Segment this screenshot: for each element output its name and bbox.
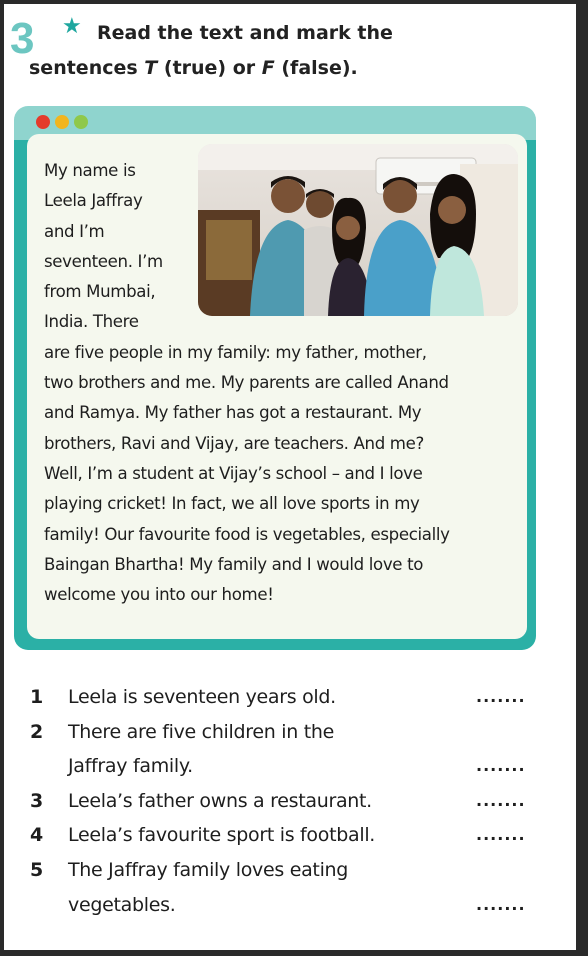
true-false-list: [30, 680, 530, 922]
answer-blank[interactable]: .......: [476, 894, 526, 914]
question-text: Jaffray family.: [68, 755, 193, 778]
letter-line: playing cricket! In fact, we all love sports in my: [44, 494, 420, 514]
letter-line: Leela Jaffray: [44, 191, 143, 211]
answer-blank[interactable]: .......: [476, 687, 526, 706]
question-number: 2: [30, 720, 44, 743]
exercise-instruction: [29, 16, 543, 86]
star-icon: ★: [62, 14, 82, 39]
letter-line: Well, I’m a student at Vijay’s school – and I love: [44, 463, 423, 483]
letter-line: and I’m: [44, 221, 105, 241]
instruction-line-1: Read the text and mark the: [97, 22, 393, 44]
letter-line: family! Our favourite food is vegetables, especially: [44, 524, 450, 544]
question-item: [30, 853, 530, 888]
question-number: 5: [30, 858, 44, 881]
question-text: Leela’s father owns a restaurant.: [68, 789, 372, 812]
answer-blank[interactable]: .......: [476, 756, 526, 776]
question-item: [30, 784, 530, 819]
close-dot-icon: [36, 115, 50, 129]
question-item-continued: [30, 749, 530, 784]
false-word: (false).: [274, 57, 358, 79]
question-number: 3: [30, 789, 44, 812]
question-item: [30, 680, 530, 715]
question-text: Leela’s favourite sport is football.: [68, 824, 376, 847]
question-item: [30, 818, 530, 853]
instruction-pre: sentences: [29, 57, 145, 79]
letter-line: from Mumbai,: [44, 282, 156, 302]
false-letter: F: [261, 57, 275, 79]
minimize-dot-icon: [55, 115, 69, 129]
letter-line: two brothers and me. My parents are called Anand: [44, 373, 449, 393]
letter-line: welcome you into our home!: [44, 585, 274, 605]
letter-text: [44, 156, 518, 610]
question-text: Leela is seventeen years old.: [68, 686, 336, 708]
question-text: vegetables.: [68, 893, 176, 916]
question-number: 4: [30, 824, 44, 847]
question-item: [30, 715, 530, 750]
question-number: 1: [30, 686, 44, 708]
question-text: The Jaffray family loves eating: [68, 858, 349, 881]
letter-line: are five people in my family: my father, mother,: [44, 342, 427, 362]
exercise-number: 3: [10, 14, 35, 63]
letter-line: brothers, Ravi and Vijay, are teachers. And me?: [44, 433, 424, 453]
letter-line: Baingan Bhartha! My family and I would love to: [44, 554, 424, 574]
letter-line: India. There: [44, 312, 139, 332]
answer-blank[interactable]: .......: [476, 790, 526, 810]
question-text: There are five children in the: [68, 720, 334, 743]
true-letter: T: [144, 57, 158, 79]
letter-line: seventeen. I’m: [44, 251, 163, 271]
maximize-dot-icon: [74, 115, 88, 129]
letter-line: and Ramya. My father has got a restaurant. My: [44, 403, 422, 423]
letter-line: My name is: [44, 161, 136, 180]
question-item-continued: [30, 888, 530, 923]
true-word: (true) or: [157, 57, 262, 79]
answer-blank[interactable]: .......: [476, 825, 526, 845]
